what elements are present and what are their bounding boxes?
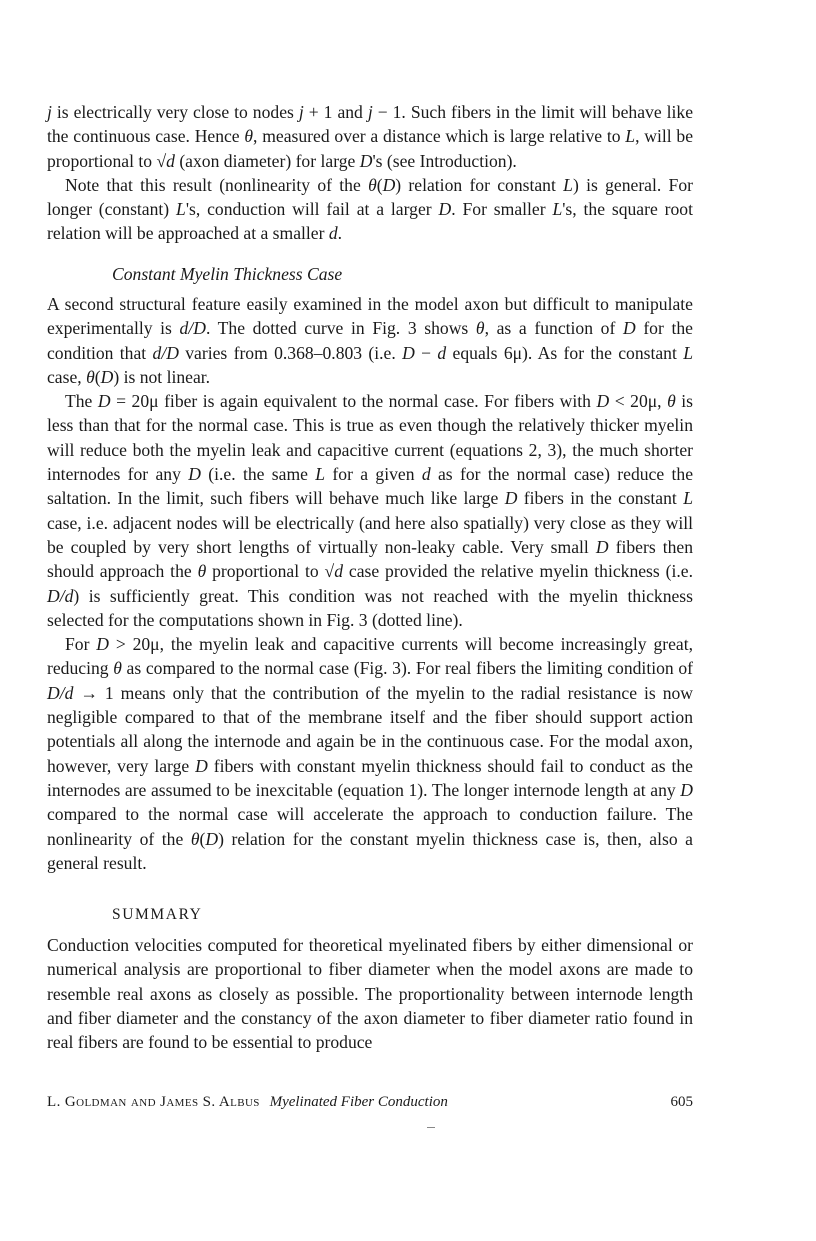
section-heading-summary: SUMMARY	[112, 906, 203, 923]
paragraph-limit-continuous: j is electrically very close to nodes j + 1 and j − 1. Such fibers in the limit will behave like the continuous case. Hence θ, measured over a distance which is large relative to L, will be proportional to √d (axon diameter) for large D's (see Introduction).	[47, 102, 694, 171]
page-footer	[47, 1091, 693, 1113]
paragraph-summary: Conduction velocities computed for theoretical myelinated fibers by either dimensional or numerical analysis are proportional to fiber diameter when the model axons are made to resemble real axons as closely as possible. The proportionality between internode length and fiber diameter and the constancy of the axon diameter to fiber diameter ratio found in real fibers are found to be essential to produce	[47, 935, 693, 1053]
paragraph-small-fibers: The D = 20μ fiber is again equivalent to the normal case. For fibers with D < 20μ, θ is less than that for the normal case. This is true as even though the relatively thicker myelin will reduce both the myelin leak and capacitive current (equations 2, 3), the much shorter internodes for any D (i.e. the same L for a given d as for the normal case) reduce the saltation. In the limit, such fibers will behave much like large D fibers in the constant L case, i.e. adjacent nodes will be electrically (and here also spatially) very close as they will be coupled by very short lengths of virtually non-leaky cable. Very small D fibers then should approach the θ proportional to √d case provided the relative myelin thickness (i.e. D/d) is sufficiently great. This condition was not reached with the myelin thickness selected for the computations shown in Fig. 3 (dotted line).	[47, 391, 693, 630]
paragraph-structural-feature: A second structural feature easily examined in the model axon but difficult to manipulate experimentally is d/D. The dotted curve in Fig. 3 shows θ, as a function of D for the condition that d/D varies from 0.368–0.803 (i.e. D − d equals 6μ). As for the constant L case, θ(D) is not linear.	[47, 294, 693, 387]
paragraph-large-fibers: For D > 20μ, the myelin leak and capacitive currents will become increasingly great, reducing θ as compared to the normal case (Fig. 3). For real fibers the limiting condition of D/d → 1 means only that the contribution of the myelin to the radial resistance is now negligible compared to that of the membrane itself and the fiber should support action potentials all along the internode and again be in the continuous case. For the modal axon, however, very large D fibers with constant myelin thickness should fail to conduct as the internodes are assumed to be inexcitable (equation 1). The longer internode length at any D compared to the normal case will accelerate the approach to conduction failure. The nonlinearity of the θ(D) relation for the constant myelin thickness case is, then, also a general result.	[47, 634, 693, 873]
continued-text-block	[47, 100, 693, 246]
page-number: 605	[670, 1094, 693, 1110]
scan-mark	[427, 1127, 435, 1128]
footer-authors: L. Goldman and James S. Albus	[47, 1094, 260, 1110]
summary-text-block	[47, 933, 693, 1054]
section-heading-constant-myelin: Constant Myelin Thickness Case	[112, 264, 343, 284]
paragraph-nonlinearity-general: Note that this result (nonlinearity of the θ(D) relation for constant L) is general. For longer (constant) L's, conduction will fail at a larger D. For smaller L's, the square root relation will be approached at a smaller d.	[47, 174, 693, 244]
footer-journal-title: Myelinated Fiber Conduction	[269, 1094, 448, 1110]
constant-myelin-text-block	[47, 292, 693, 875]
